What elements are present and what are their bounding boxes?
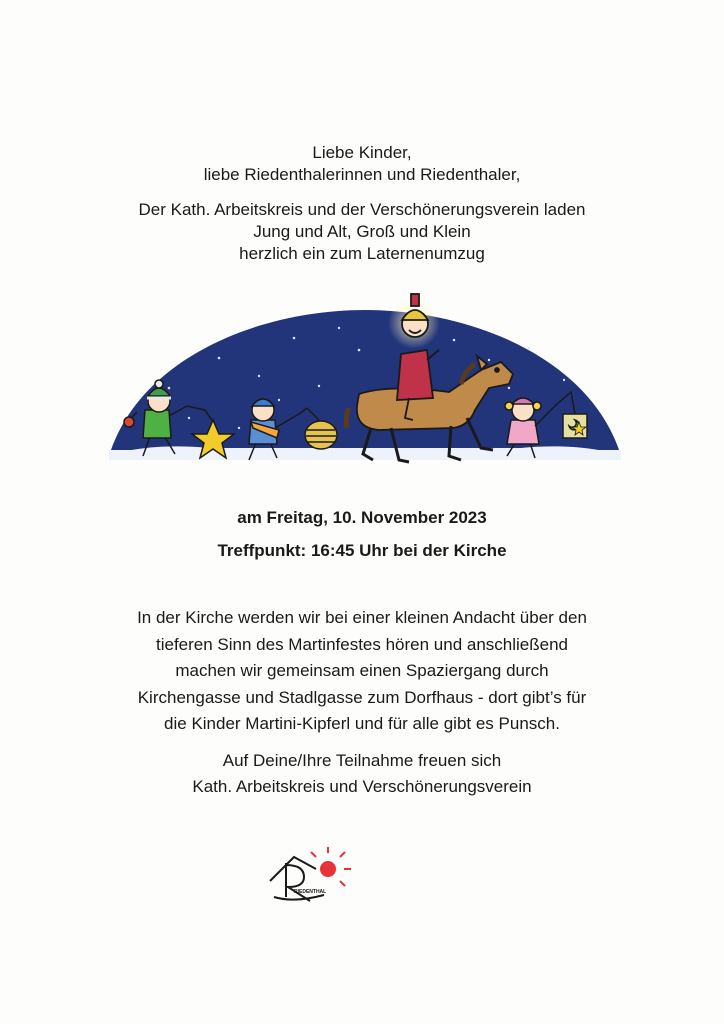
closing-line-2: Kath. Arbeitskreis und Verschönerungsverein bbox=[192, 777, 532, 796]
meeting-point-block bbox=[0, 540, 724, 562]
greeting-line-2: liebe Riedenthalerinnen und Riedenthaler, bbox=[203, 165, 521, 184]
event-date: am Freitag, 10. November 2023 bbox=[237, 508, 487, 527]
meeting-point: Treffpunkt: 16:45 Uhr bei der Kirche bbox=[217, 541, 507, 560]
invitation bbox=[0, 199, 724, 265]
riedenthal-logo bbox=[264, 843, 360, 907]
description-line-2: tieferen Sinn des Martinfestes hören und anschließend bbox=[155, 634, 569, 654]
sun-icon bbox=[320, 861, 336, 877]
event-date-block bbox=[0, 507, 724, 529]
greeting bbox=[0, 142, 724, 186]
description-line-4: Kirchengasse und Stadlgasse zum Dorfhaus - dort gibt’s für bbox=[137, 687, 587, 707]
lantern-parade-illustration bbox=[109, 288, 621, 488]
square-lantern bbox=[563, 414, 587, 438]
night-sky bbox=[109, 310, 621, 456]
description-line-1: In der Kirche werden wir bei einer kleinen Andacht über den bbox=[137, 608, 587, 627]
round-lantern bbox=[305, 421, 337, 449]
closing bbox=[0, 748, 724, 800]
invitation-line-2: Jung und Alt, Groß und Klein bbox=[253, 222, 471, 241]
logo-wordmark: RIEDENTHAL bbox=[294, 889, 327, 895]
description-line-5: die Kinder Martini-Kipferl und für alle gibt es Punsch. bbox=[164, 714, 560, 734]
description-line-3: machen wir gemeinsam einen Spaziergang durch bbox=[175, 661, 549, 681]
description bbox=[0, 605, 724, 738]
invitation-line-3: herzlich ein zum Laternenumzug bbox=[239, 244, 485, 263]
invitation-line-1: Der Kath. Arbeitskreis und der Verschönerungsverein laden bbox=[138, 200, 586, 219]
greeting-line-1: Liebe Kinder, bbox=[312, 143, 412, 162]
closing-line-1: Auf Deine/Ihre Teilnahme freuen sich bbox=[222, 751, 502, 770]
